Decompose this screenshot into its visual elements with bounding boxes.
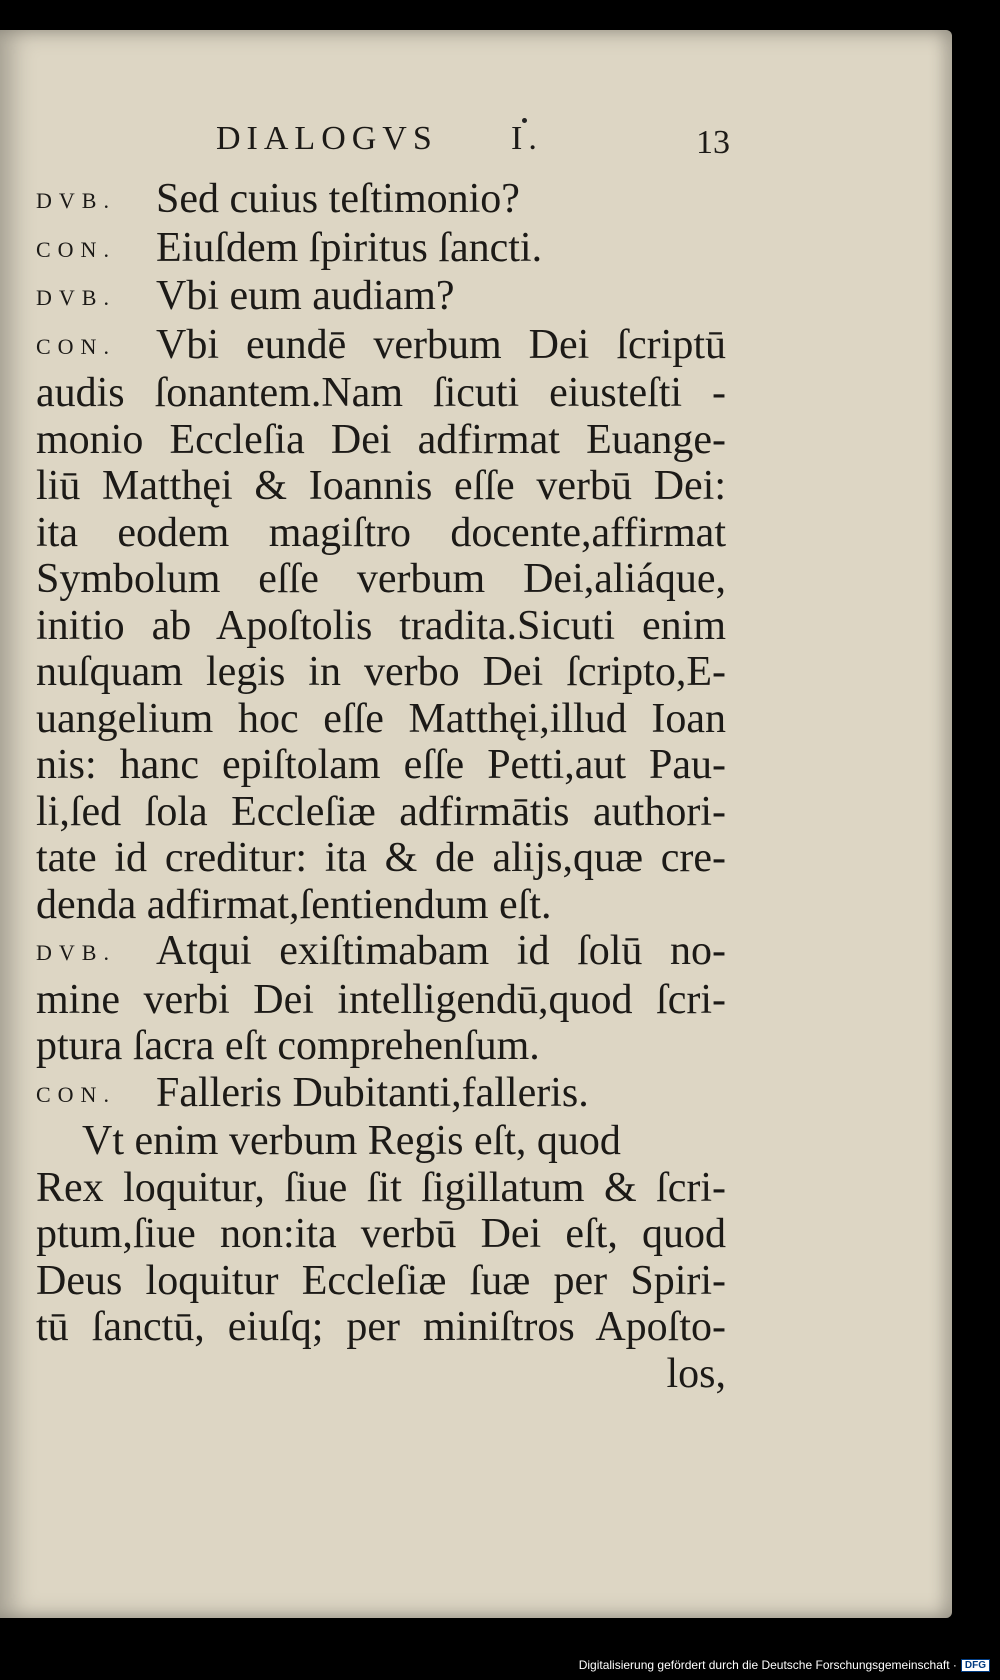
text-line xyxy=(36,977,726,1024)
text-line xyxy=(36,603,726,650)
speaker-label: DVB. xyxy=(36,285,116,310)
text-line xyxy=(36,225,726,274)
text-line xyxy=(36,789,726,836)
text-line xyxy=(36,176,726,225)
line-text: Rex loquitur, ſiue ſit ſigillatum & ſcri- xyxy=(36,1164,726,1211)
text-line xyxy=(36,417,726,464)
running-header xyxy=(36,120,730,176)
text-line xyxy=(36,510,726,557)
line-text: ptum,ſiue non:ita verbū Dei eſt, quod xyxy=(36,1211,726,1257)
line-text: Eiuſdem ſpiritus ſancti. xyxy=(156,224,543,271)
line-text: Vt enim verbum Regis eſt, quod xyxy=(82,1118,621,1164)
dfg-logo: DFG xyxy=(961,1659,990,1672)
text-line xyxy=(36,696,726,743)
text-line xyxy=(36,1165,726,1212)
text-line xyxy=(36,742,726,789)
line-text: initio ab Apoſtolis tradita.Sicuti enim xyxy=(36,602,726,649)
text-line xyxy=(36,1351,726,1398)
page-text-block xyxy=(36,120,730,1397)
speaker-label: CON. xyxy=(36,236,116,262)
text-line xyxy=(36,1023,726,1070)
speaker-label: CON. xyxy=(36,333,116,359)
line-text: los, xyxy=(666,1350,726,1397)
speaker-label: DVB. xyxy=(36,188,116,213)
text-line xyxy=(36,882,726,929)
book-page xyxy=(0,30,952,1618)
text-line xyxy=(36,1258,726,1305)
line-text: li,ſed ſola Eccleſiæ adfirmātis authori- xyxy=(36,788,726,835)
line-text: nis: hanc epiſtolam eſſe Petti,aut Pau- xyxy=(36,742,726,788)
speaker-label: DVB. xyxy=(36,940,116,965)
line-text: ita eodem magiſtro docente,affirmat xyxy=(36,509,726,556)
line-text: Sed cuius teſtimonio? xyxy=(156,176,520,222)
line-text: ptura ſacra eſt comprehenſum. xyxy=(36,1023,540,1069)
text-line xyxy=(36,273,726,322)
text-line xyxy=(36,370,726,417)
line-text: Vbi eundē verbum Dei ſcriptū xyxy=(156,321,726,368)
text-line xyxy=(36,835,726,882)
line-text: monio Eccleſia Dei adfirmat Euange- xyxy=(36,416,726,463)
text-line xyxy=(36,322,726,371)
text-line xyxy=(36,928,726,977)
line-text: denda adfirmat,ſentiendum eſt. xyxy=(36,881,552,928)
line-text: Deus loquitur Eccleſiæ ſuæ per Spiri- xyxy=(36,1257,726,1304)
digitization-credit xyxy=(579,1658,990,1672)
line-text: tū ſanctū, eiuſq; per miniſtros Apoſto- xyxy=(36,1304,726,1350)
line-text: Falleris Dubitanti,falleris. xyxy=(156,1069,589,1116)
line-text: uangelium hoc eſſe Matthęi,illud Ioan xyxy=(36,695,726,742)
text-line xyxy=(36,1304,726,1351)
text-line xyxy=(36,1070,726,1119)
line-text: audis ſonantem.Nam ſicuti eiusteſti - xyxy=(36,370,726,416)
text-line xyxy=(36,556,726,603)
chapter-number: I. xyxy=(511,120,543,157)
credit-text: Digitalisierung gefördert durch die Deutsche Forschungsgemeinschaft · xyxy=(578,1658,957,1672)
text-line xyxy=(36,463,726,510)
line-text: liū Matthęi & Ioannis eſſe verbū Dei: xyxy=(36,463,726,509)
line-text: mine verbi Dei intelligendū,quod ſcri- xyxy=(36,976,726,1023)
speaker-label: CON. xyxy=(36,1081,116,1107)
line-text: Symbolum eſſe verbum Dei,aliáque, xyxy=(36,556,726,602)
text-line xyxy=(36,649,726,696)
text-line xyxy=(36,1118,726,1165)
line-text: nuſquam legis in verbo Dei ſcripto,E- xyxy=(36,649,726,695)
line-text: Vbi eum audiam? xyxy=(156,273,455,319)
running-title: DIALOGVS xyxy=(216,120,438,157)
text-line xyxy=(36,1211,726,1258)
page-number: 13 xyxy=(696,124,730,161)
line-text: Atqui exiſtimabam id ſolū no- xyxy=(156,928,726,974)
text-lines xyxy=(36,176,726,1397)
line-text: tate id creditur: ita & de alijs,quæ cre- xyxy=(36,835,726,881)
